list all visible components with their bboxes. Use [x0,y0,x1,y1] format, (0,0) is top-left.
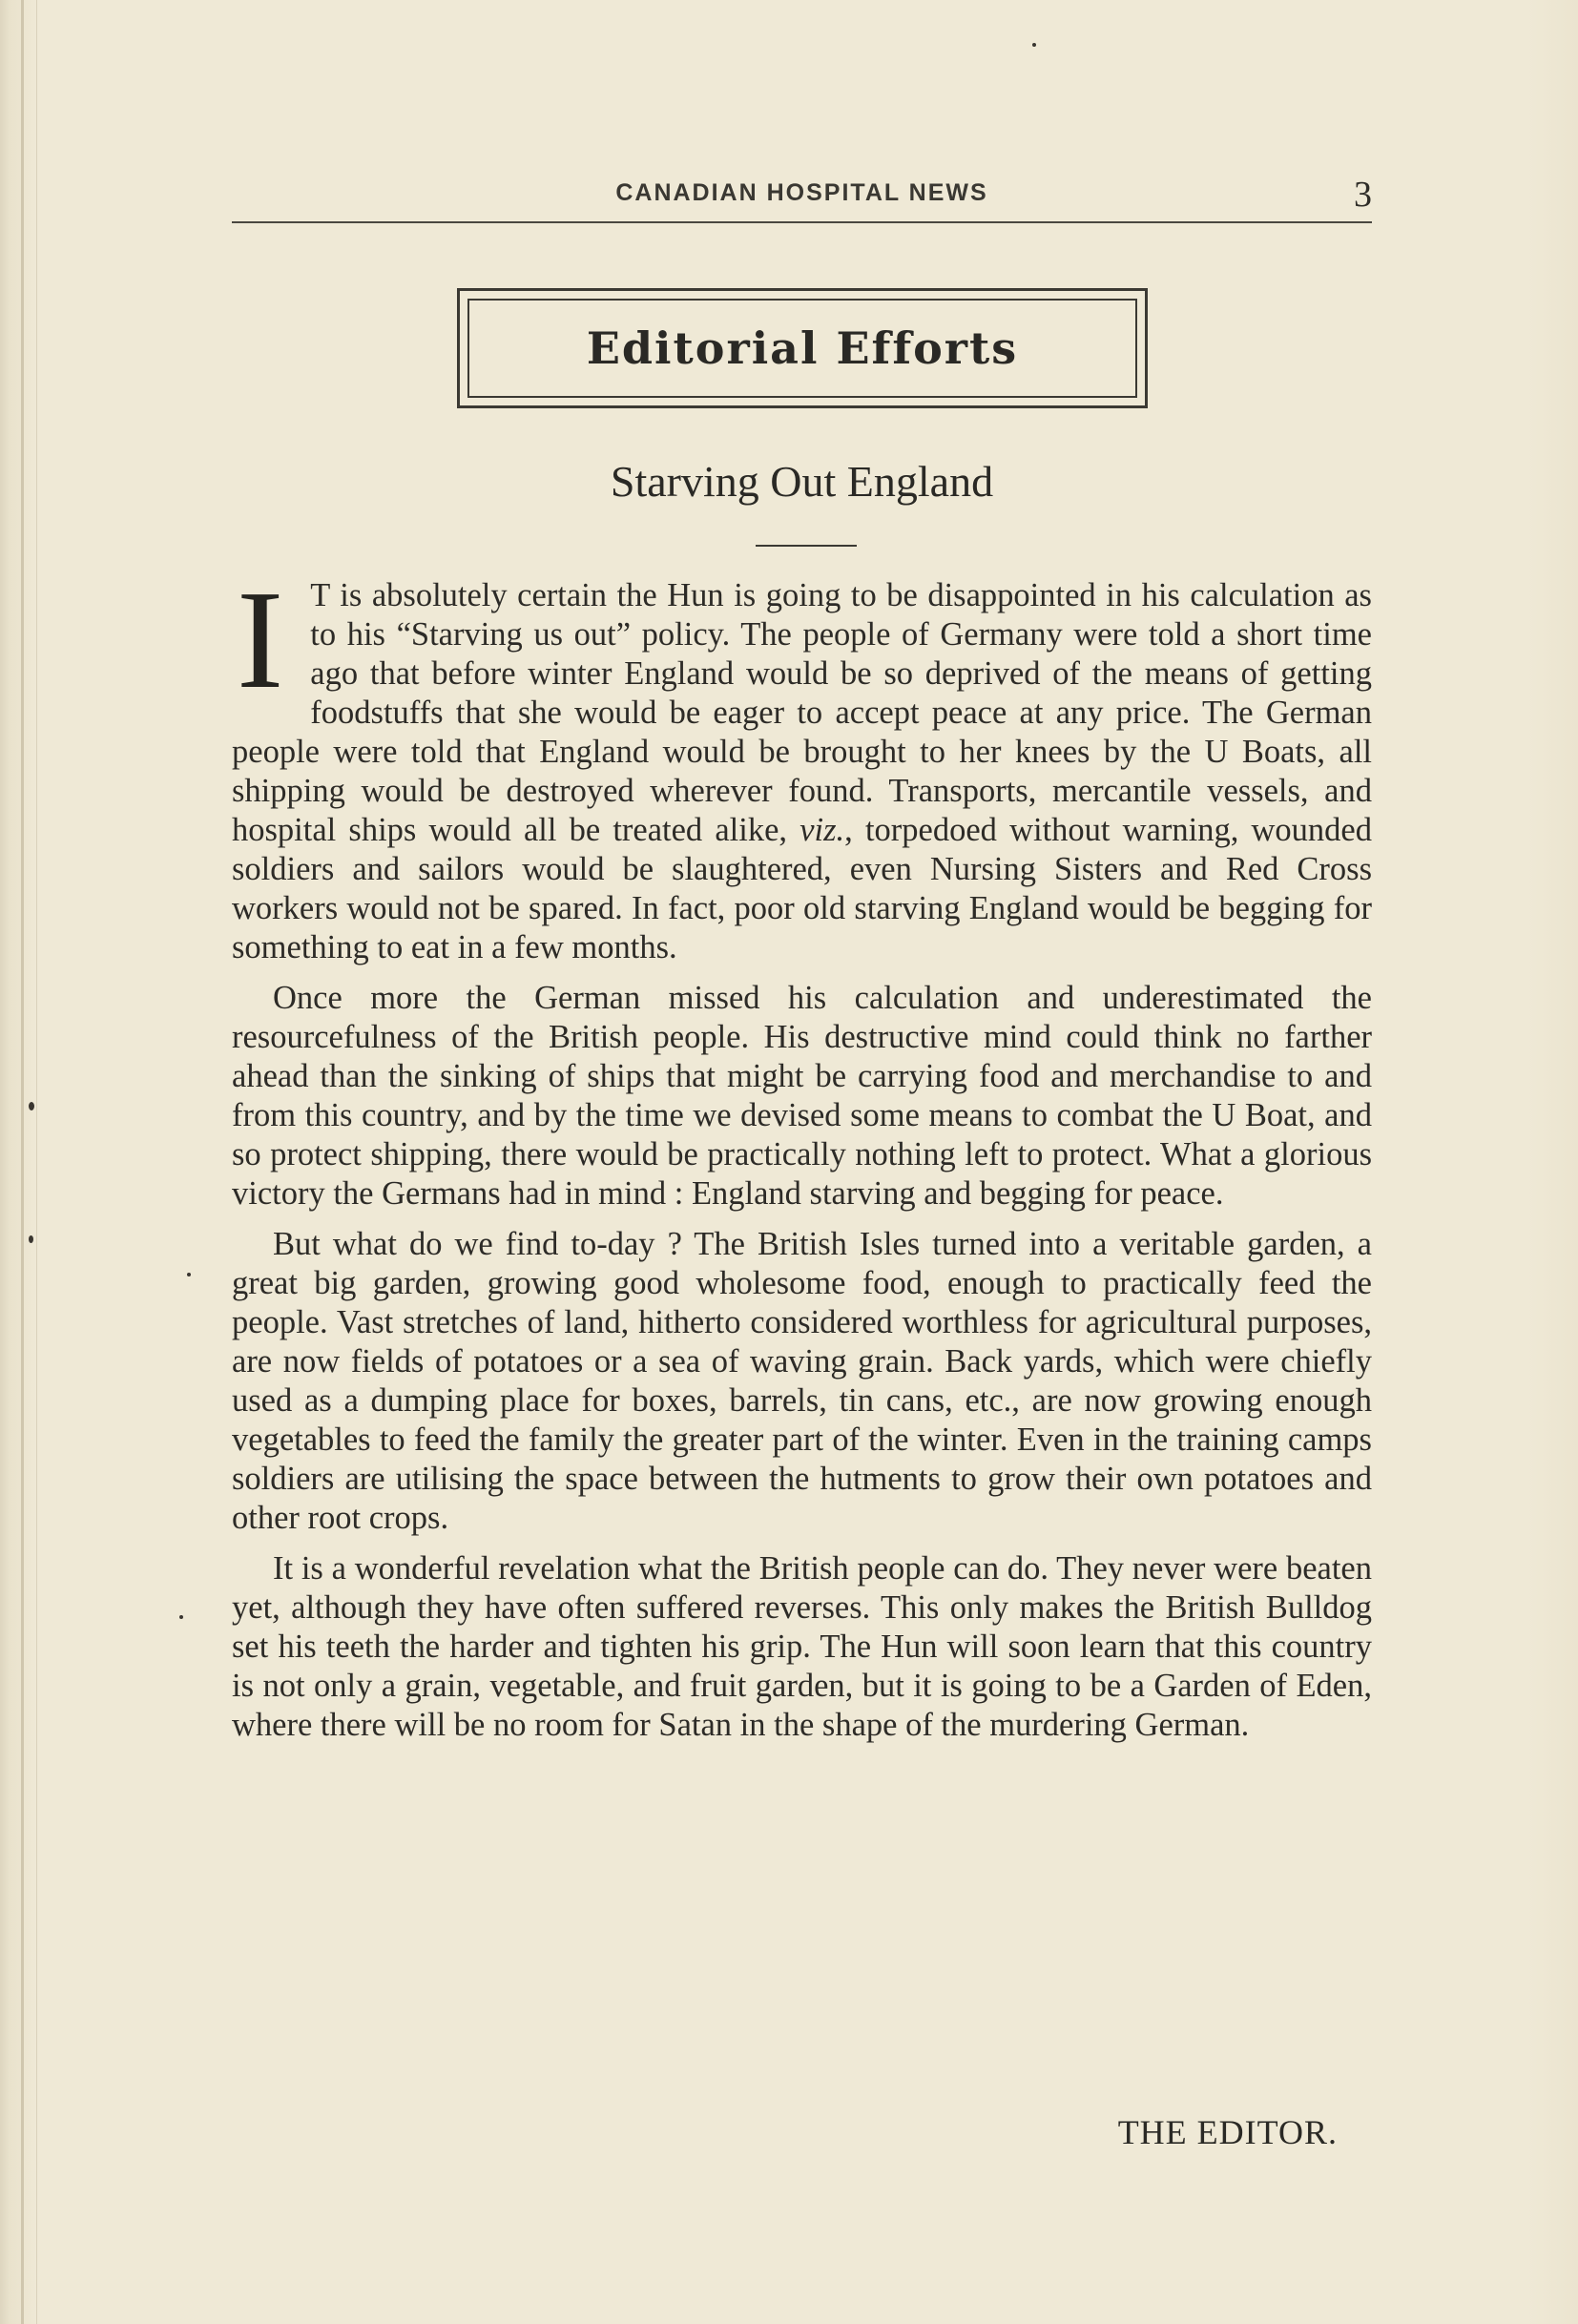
paragraph-1-end: , torpedoed without warning, wounded soldiers and sailors would be slaughtered, even Nursing Sisters and Red Cross workers would not be spared. In fact, poor old starving England would be begging for something to eat in a few months. [232,812,1372,965]
article-body [232,562,1372,1756]
title-rule [756,545,857,547]
ink-speck [29,1102,34,1110]
ink-speck [29,1235,33,1243]
ink-speck [179,1615,183,1619]
page-number: 3 [1354,175,1372,215]
editorial-masthead [457,288,1148,408]
paragraph-1-italic: viz. [799,812,845,848]
running-head [232,177,1372,219]
paragraph-1-text: T is absolutely certain the Hun is going to be disappointed in his calculation as to his “Starving us out” policy. The people of Germany were told a short time ago that before winter England would be so deprived of the means of getting foodstuffs that she would be eager to accept peace at any price. The German people were told that England would be brought to her knees by the U Boats, all shipping would be destroyed wherever found. Transports, mercantile vessels, and hospital ships would all be treated alike, [232,577,1372,848]
masthead-label: Editorial Efforts [586,322,1019,374]
editor-signature: THE EDITOR. [1117,2113,1338,2151]
drop-cap: I [237,562,284,718]
publication-title: CANADIAN HOSPITAL NEWS [615,179,988,206]
binding-edge-line [36,0,37,2324]
paragraph-1 [232,562,1372,967]
binding-edge [21,0,24,2324]
paragraph-4: It is a wonderful revelation what the British people can do. They never were beaten yet, although they have often suffered reverses. This only makes the British Bulldog set his teeth the harder and tighten his grip. The Hun will soon learn that this country is not only a grain, vegetable, and fruit garden, but it is going to be a Garden of Eden, where there will be no room for Satan in the shape of the murdering German. [232,1550,1372,1743]
ink-speck [187,1273,191,1276]
masthead-inner-frame [467,299,1137,398]
article-title: Starving Out England [610,457,994,506]
paragraph-3: But what do we find to-day ? The British Isles turned into a veritable garden, a great big garden, growing good wholesome food, enough to practically feed the people. Vast stretches of land, hitherto considered worthless for agricultural purposes, are now fields of potatoes or a sea of waving grain. Back yards, which were chiefly used as a dumping place for boxes, barrels, tin cans, etc., are now growing enough vegetables to feed the family the greater part of the winter. Even in the training camps soldiers are utilising the space between the hutments to grow their own potatoes and other root crops. [232,1226,1372,1536]
header-rule [232,221,1372,223]
paragraph-2: Once more the German missed his calculation and underestimated the resourcefulness of the British people. His destructive mind could think no farther ahead than the sinking of ships that might be carrying food and merchandise to and from this country, and by the time we devised some means to combat the U Boat, and so protect shipping, there would be practically nothing left to protect. What a glorious victory the Germans had in mind : England starving and begging for peace. [232,980,1372,1212]
ink-speck [1032,43,1036,47]
